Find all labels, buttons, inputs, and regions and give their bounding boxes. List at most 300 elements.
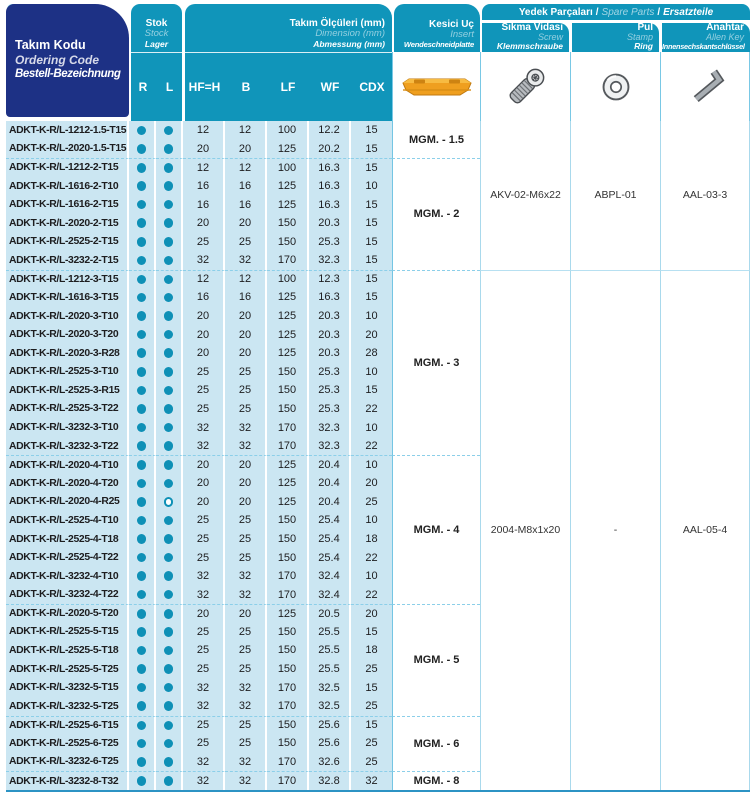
stock-l-cell [156,214,183,233]
table-row-code: ADKT-K-R/L-3232-3-T10 [6,418,129,437]
cdx-cell: 15 [351,232,392,251]
stock-r-cell [129,455,156,474]
hf-cell: 12 [183,121,225,140]
b-cell: 32 [225,418,267,437]
b-cell: 32 [225,567,267,586]
stock-l-cell [156,437,183,456]
table-row-code: ADKT-K-R/L-2525-6-T25 [6,734,129,753]
wf-cell: 25.3 [309,363,351,382]
spare-parts-banner: Yedek Parçaları / Spare Parts / Ersatzteile [482,4,750,20]
stock-dot-filled [137,534,147,544]
cdx-cell: 20 [351,604,392,623]
stock-l-cell [156,530,183,549]
stock-r-cell [129,474,156,493]
lf-cell: 150 [267,623,309,642]
stock-dot-open [164,497,174,507]
stock-dot-filled [164,460,174,470]
cdx-cell: 25 [351,734,392,753]
lf-cell: 125 [267,493,309,512]
insert-group-cell: MGM. - 8 [392,771,480,790]
stock-l-cell [156,251,183,270]
b-cell: 25 [225,660,267,679]
table-row-code: ADKT-K-R/L-3232-4-T22 [6,585,129,604]
stock-l-cell [156,158,183,177]
cdx-cell: 22 [351,437,392,456]
cdx-cell: 15 [351,381,392,400]
b-cell: 32 [225,678,267,697]
b-cell: 16 [225,288,267,307]
wf-cell: 25.3 [309,400,351,419]
lf-cell: 125 [267,455,309,474]
lf-cell: 170 [267,585,309,604]
cdx-cell: 20 [351,474,392,493]
ordering-code-label-en: Ordering Code [15,53,100,67]
dimensions-header [185,4,392,121]
wf-cell: 20.2 [309,140,351,159]
stock-dot-filled [164,441,174,451]
clamp-screw-icon [480,52,570,121]
lf-cell: 150 [267,400,309,419]
b-cell: 16 [225,195,267,214]
stock-l-cell [156,753,183,772]
table-row-code: ADKT-K-R/L-2525-4-T10 [6,511,129,530]
stock-dot-filled [137,181,147,191]
hf-cell: 25 [183,734,225,753]
stock-r-cell [129,716,156,735]
hf-cell: 25 [183,641,225,660]
hf-cell: 25 [183,716,225,735]
hf-cell: 20 [183,604,225,623]
stock-r-cell [129,325,156,344]
stock-r-cell [129,771,156,790]
stock-l-cell [156,121,183,140]
stock-dot-filled [137,348,147,358]
b-cell: 25 [225,363,267,382]
hf-cell: 12 [183,158,225,177]
stock-l-cell [156,771,183,790]
lf-cell: 125 [267,307,309,326]
cdx-cell: 22 [351,400,392,419]
b-cell: 20 [225,344,267,363]
stock-dot-filled [164,423,174,433]
b-cell: 25 [225,232,267,251]
insert-group-cell: MGM. - 6 [392,716,480,772]
stock-dot-filled [164,330,174,340]
stock-l-cell [156,195,183,214]
stock-r-cell [129,363,156,382]
lf-cell: 150 [267,511,309,530]
wf-cell: 20.3 [309,307,351,326]
b-cell: 25 [225,734,267,753]
stock-subheaders [131,53,182,121]
col-header-cdx: CDX [352,53,392,121]
stock-dot-filled [137,441,147,451]
wf-cell: 32.8 [309,771,351,790]
wf-cell: 32.4 [309,567,351,586]
hf-cell: 32 [183,697,225,716]
stock-r-cell [129,140,156,159]
wf-cell: 20.4 [309,493,351,512]
spare-allen_key-cell: AAL-05-4 [660,270,750,790]
table-row-code: ADKT-K-R/L-2525-3-R15 [6,381,129,400]
stock-dot-filled [137,664,147,674]
stock-dot-filled [164,627,174,637]
lf-cell: 170 [267,697,309,716]
insert-header: Kesici Uç Insert Wendeschneidplatte [394,4,480,52]
stock-l-cell [156,288,183,307]
wf-cell: 32.5 [309,697,351,716]
cdx-cell: 15 [351,195,392,214]
cdx-cell: 28 [351,344,392,363]
stock-l-cell [156,716,183,735]
hf-cell: 32 [183,251,225,270]
hf-cell: 32 [183,585,225,604]
screw-header: Sıkma Vidası Screw Klemmschraube [482,23,569,52]
col-header-b: B [226,53,266,121]
wf-cell: 16.3 [309,195,351,214]
insert-group-cell: MGM. - 1.5 [392,121,480,158]
stock-r-cell [129,307,156,326]
wf-cell: 16.3 [309,158,351,177]
stock-dot-filled [137,367,147,377]
table-row-code: ADKT-K-R/L-3232-2-T15 [6,251,129,270]
b-cell: 20 [225,214,267,233]
stock-dot-filled [164,721,174,731]
cdx-cell: 18 [351,641,392,660]
stock-r-cell [129,511,156,530]
table-row-code: ADKT-K-R/L-3232-4-T10 [6,567,129,586]
stock-r-cell [129,177,156,196]
table-row-code: ADKT-K-R/L-1616-3-T15 [6,288,129,307]
table-row-code: ADKT-K-R/L-2020-4-T20 [6,474,129,493]
stock-dot-filled [164,683,174,693]
stock-dot-filled [137,776,147,786]
table-row-code: ADKT-K-R/L-2525-5-T25 [6,660,129,679]
lf-cell: 125 [267,195,309,214]
col-header-lf: LF [268,53,308,121]
stock-dot-filled [137,386,147,396]
b-cell: 12 [225,121,267,140]
wf-cell: 12.2 [309,121,351,140]
col-header-wf: WF [310,53,350,121]
hf-cell: 20 [183,493,225,512]
stock-l-cell [156,140,183,159]
lf-cell: 125 [267,344,309,363]
hf-cell: 25 [183,400,225,419]
b-cell: 32 [225,771,267,790]
lf-cell: 150 [267,232,309,251]
stock-dot-filled [164,701,174,711]
wf-cell: 20.3 [309,214,351,233]
ring-header: Pul Stamp Ring [572,23,659,52]
catalog-page [0,4,756,804]
stock-dot-filled [164,739,174,749]
stock-l-cell [156,734,183,753]
lf-cell: 150 [267,548,309,567]
cdx-cell: 10 [351,418,392,437]
stock-dot-filled [137,739,147,749]
lf-cell: 125 [267,140,309,159]
table-row-code: ADKT-K-R/L-2525-5-T15 [6,623,129,642]
stock-dot-filled [164,757,174,767]
cdx-cell: 15 [351,121,392,140]
stock-r-cell [129,530,156,549]
lf-cell: 150 [267,363,309,382]
lf-cell: 170 [267,678,309,697]
stock-dot-filled [137,497,147,507]
stock-l-cell [156,270,183,289]
stock-r-cell [129,418,156,437]
stock-dot-filled [164,386,174,396]
cdx-cell: 15 [351,270,392,289]
stock-dot-filled [137,627,147,637]
stock-dot-filled [137,479,147,489]
table-row-code: ADKT-K-R/L-1616-2-T10 [6,177,129,196]
wf-cell: 25.5 [309,641,351,660]
cdx-cell: 25 [351,660,392,679]
stock-dot-filled [137,144,147,154]
allen-key-header: Anahtar Allen Key Innensechskantschlüssel [662,23,750,52]
b-cell: 25 [225,400,267,419]
table-row-code: ADKT-K-R/L-2020-1.5-T15 [6,140,129,159]
b-cell: 20 [225,604,267,623]
table-row-code: ADKT-K-R/L-2525-5-T18 [6,641,129,660]
hf-cell: 20 [183,307,225,326]
b-cell: 12 [225,270,267,289]
wf-cell: 32.3 [309,437,351,456]
hf-cell: 32 [183,418,225,437]
lf-cell: 125 [267,325,309,344]
stock-l-cell [156,325,183,344]
b-cell: 25 [225,641,267,660]
wf-cell: 16.3 [309,177,351,196]
stock-dot-filled [164,181,174,191]
stock-dot-filled [137,330,147,340]
stock-l-cell [156,381,183,400]
stock-dot-filled [164,348,174,358]
b-cell: 20 [225,474,267,493]
cdx-cell: 25 [351,493,392,512]
spare-ring-cell: - [570,270,660,790]
stock-dot-filled [137,293,147,303]
lf-cell: 170 [267,437,309,456]
hf-cell: 20 [183,325,225,344]
stock-r-cell [129,604,156,623]
hf-cell: 32 [183,567,225,586]
stock-r-cell [129,381,156,400]
cdx-cell: 18 [351,530,392,549]
lf-cell: 100 [267,270,309,289]
spare-allen_key-cell: AAL-03-3 [660,121,750,270]
hf-cell: 16 [183,195,225,214]
wf-cell: 25.4 [309,548,351,567]
hf-cell: 25 [183,530,225,549]
stock-dot-filled [164,571,174,581]
stock-dot-filled [164,200,174,210]
dimensions-header-label: Takım Ölçüleri (mm) Dimension (mm) Abmessung (mm) [185,4,392,53]
wf-cell: 25.6 [309,734,351,753]
insert-group-cell: MGM. - 3 [392,270,480,456]
hf-cell: 20 [183,140,225,159]
stock-r-cell [129,270,156,289]
stock-l-cell [156,418,183,437]
stock-l-cell [156,604,183,623]
hf-cell: 32 [183,437,225,456]
wf-cell: 20.4 [309,474,351,493]
stock-dot-filled [164,553,174,563]
stock-dot-filled [164,479,174,489]
cdx-cell: 25 [351,697,392,716]
hf-cell: 25 [183,660,225,679]
wf-cell: 25.5 [309,623,351,642]
table-row-code: ADKT-K-R/L-3232-8-T32 [6,771,129,790]
stock-dot-filled [164,646,174,656]
cdx-cell: 15 [351,288,392,307]
lf-cell: 170 [267,418,309,437]
dimension-subheaders [185,53,392,121]
col-header-hf: HF=H [185,53,224,121]
stock-r-cell [129,641,156,660]
stock-dot-filled [164,590,174,600]
stock-r-cell [129,344,156,363]
stock-dot-filled [137,256,147,266]
wf-cell: 25.4 [309,511,351,530]
ordering-code-header [6,4,129,117]
lf-cell: 170 [267,753,309,772]
stock-dot-filled [164,609,174,619]
b-cell: 25 [225,623,267,642]
table-row-code: ADKT-K-R/L-1212-1.5-T15 [6,121,129,140]
stock-r-cell [129,251,156,270]
hf-cell: 25 [183,381,225,400]
table-row-code: ADKT-K-R/L-2020-3-T20 [6,325,129,344]
stock-r-cell [129,232,156,251]
table-body [6,121,750,792]
b-cell: 16 [225,177,267,196]
stock-l-cell [156,307,183,326]
wf-cell: 16.3 [309,288,351,307]
wf-cell: 32.6 [309,753,351,772]
hf-cell: 25 [183,623,225,642]
table-row-code: ADKT-K-R/L-2020-5-T20 [6,604,129,623]
cdx-cell: 15 [351,623,392,642]
table-row-code: ADKT-K-R/L-3232-6-T25 [6,753,129,772]
wf-cell: 25.6 [309,716,351,735]
stock-dot-filled [164,534,174,544]
stock-dot-filled [137,683,147,693]
stock-l-cell [156,474,183,493]
wf-cell: 32.5 [309,678,351,697]
stock-l-cell [156,400,183,419]
cdx-cell: 15 [351,214,392,233]
cdx-cell: 22 [351,548,392,567]
stock-r-cell [129,121,156,140]
col-header-l: L [157,53,182,121]
stock-dot-filled [137,516,147,526]
b-cell: 25 [225,548,267,567]
table-row-code: ADKT-K-R/L-2525-3-T22 [6,400,129,419]
wf-cell: 20.3 [309,344,351,363]
stock-dot-filled [164,126,174,136]
stock-dot-filled [137,460,147,470]
stock-dot-filled [137,571,147,581]
spare-ring-cell: ABPL-01 [570,121,660,270]
stock-l-cell [156,363,183,382]
cdx-cell: 10 [351,511,392,530]
stock-dot-filled [164,516,174,526]
stock-l-cell [156,567,183,586]
wf-cell: 20.4 [309,455,351,474]
stock-r-cell [129,400,156,419]
lf-cell: 170 [267,771,309,790]
stock-l-cell [156,641,183,660]
stock-l-cell [156,623,183,642]
stock-dot-filled [164,404,174,414]
grooving-insert-icon [392,52,480,121]
cdx-cell: 10 [351,307,392,326]
lf-cell: 170 [267,567,309,586]
lf-cell: 150 [267,530,309,549]
stock-l-cell [156,177,183,196]
lf-cell: 170 [267,251,309,270]
b-cell: 25 [225,381,267,400]
stock-l-cell [156,511,183,530]
lf-cell: 150 [267,660,309,679]
stock-l-cell [156,678,183,697]
lf-cell: 125 [267,474,309,493]
table-row-code: ADKT-K-R/L-1212-2-T15 [6,158,129,177]
lf-cell: 125 [267,288,309,307]
stock-r-cell [129,548,156,567]
cdx-cell: 15 [351,251,392,270]
hf-cell: 25 [183,232,225,251]
cdx-cell: 10 [351,177,392,196]
cdx-cell: 10 [351,455,392,474]
stock-r-cell [129,623,156,642]
table-row-code: ADKT-K-R/L-3232-5-T25 [6,697,129,716]
stock-dot-filled [137,590,147,600]
lf-cell: 150 [267,214,309,233]
stock-l-cell [156,493,183,512]
hf-cell: 25 [183,511,225,530]
stock-dot-filled [164,163,174,173]
cdx-cell: 20 [351,325,392,344]
stock-header [131,4,182,121]
stock-dot-filled [137,163,147,173]
cdx-cell: 22 [351,585,392,604]
stock-dot-filled [137,311,147,321]
ordering-code-label-de: Bestell-Bezeichnung [15,68,121,80]
table-row-code: ADKT-K-R/L-2525-4-T22 [6,548,129,567]
table-row-code: ADKT-K-R/L-2020-2-T15 [6,214,129,233]
b-cell: 20 [225,307,267,326]
stock-dot-filled [164,311,174,321]
hf-cell: 32 [183,771,225,790]
b-cell: 25 [225,716,267,735]
cdx-cell: 15 [351,716,392,735]
b-cell: 20 [225,493,267,512]
spare-screw-cell: AKV-02-M6x22 [480,121,570,270]
lf-cell: 100 [267,158,309,177]
stock-header-label: Stok Stock Lager [131,4,182,53]
b-cell: 20 [225,140,267,159]
hf-cell: 32 [183,753,225,772]
ordering-table [6,4,750,792]
wf-cell: 25.3 [309,381,351,400]
hf-cell: 20 [183,455,225,474]
stock-dot-filled [137,553,147,563]
stock-dot-filled [164,367,174,377]
